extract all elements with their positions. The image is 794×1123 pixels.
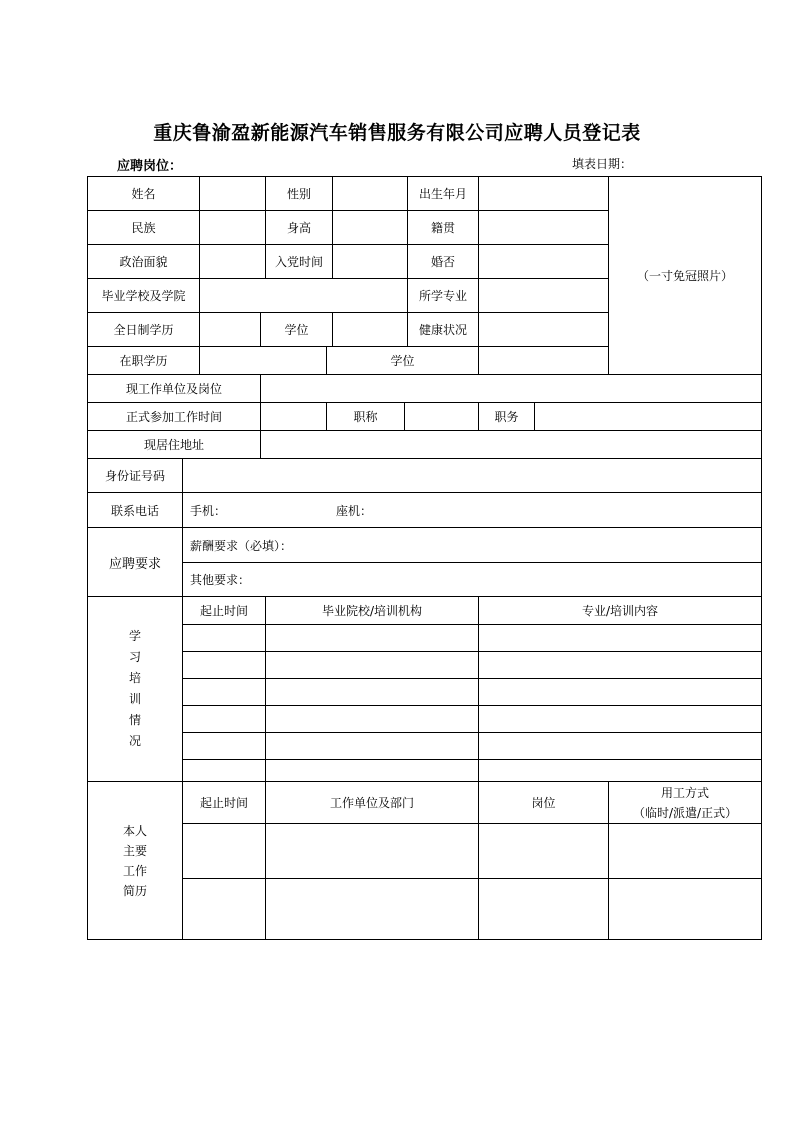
field-health[interactable]: [479, 313, 609, 347]
label-party-date: 入党时间: [266, 245, 333, 279]
header-resume-post: 岗位: [479, 782, 609, 824]
field-marital[interactable]: [479, 245, 609, 279]
edu-cell[interactable]: [479, 706, 762, 733]
label-contact: 联系电话: [88, 493, 183, 528]
label-start-work: 正式参加工作时间: [88, 403, 261, 431]
label-marital: 婚否: [408, 245, 479, 279]
label-birth: 出生年月: [408, 177, 479, 211]
edu-cell[interactable]: [266, 625, 479, 652]
resume-mode-line-1: 用工方式: [661, 785, 710, 800]
label-resume: [88, 782, 183, 940]
label-name: 姓名: [88, 177, 200, 211]
education-label-char: 培: [128, 671, 141, 685]
field-address[interactable]: [261, 431, 762, 459]
resume-cell[interactable]: [479, 879, 609, 940]
field-party-date[interactable]: [333, 245, 408, 279]
field-birth[interactable]: [479, 177, 609, 211]
photo-box: （一寸免冠照片）: [609, 177, 762, 375]
resume-cell[interactable]: [183, 879, 266, 940]
edu-cell[interactable]: [266, 706, 479, 733]
label-school: 毕业学校及学院: [88, 279, 200, 313]
resume-label-line: 主要: [122, 843, 147, 858]
label-requirements: 应聘要求: [88, 528, 183, 597]
education-label-char: 学: [128, 629, 141, 643]
field-native-place[interactable]: [479, 211, 609, 245]
field-major[interactable]: [479, 279, 609, 313]
header-resume-unit: 工作单位及部门: [266, 782, 479, 824]
resume-label-line: 本人: [122, 823, 147, 838]
field-duty[interactable]: [535, 403, 762, 431]
resume-cell[interactable]: [609, 879, 762, 940]
registration-form-table: [87, 176, 762, 940]
position-label: 应聘岗位：: [117, 159, 183, 174]
label-fulltime-edu: 全日制学历: [88, 313, 200, 347]
label-major: 所学专业: [408, 279, 479, 313]
field-ethnicity[interactable]: [200, 211, 266, 245]
edu-cell[interactable]: [479, 625, 762, 652]
resume-cell[interactable]: [266, 879, 479, 940]
field-gender[interactable]: [333, 177, 408, 211]
header-edu-school: 毕业院校/培训机构: [266, 597, 479, 625]
field-start-work[interactable]: [261, 403, 327, 431]
mobile-label: 手机：: [190, 503, 227, 518]
resume-label-line: 工作: [122, 863, 147, 878]
field-political[interactable]: [200, 245, 266, 279]
education-label-char: 习: [128, 650, 141, 664]
edu-cell[interactable]: [479, 652, 762, 679]
education-label-char: 况: [128, 734, 141, 748]
resume-mode-line-2: （临时/派遣/正式）: [632, 805, 738, 820]
label-title: 职称: [327, 403, 405, 431]
edu-cell[interactable]: [266, 760, 479, 782]
education-label-char: 训: [128, 692, 141, 706]
header-edu-period: 起止时间: [183, 597, 266, 625]
field-current-unit[interactable]: [261, 375, 762, 403]
label-native-place: 籍贯: [408, 211, 479, 245]
label-current-unit: 现工作单位及岗位: [88, 375, 261, 403]
resume-cell[interactable]: [183, 824, 266, 879]
field-inservice-edu[interactable]: [200, 347, 327, 375]
edu-cell[interactable]: [183, 706, 266, 733]
edu-cell[interactable]: [183, 652, 266, 679]
label-political: 政治面貌: [88, 245, 200, 279]
education-label-char: 情: [128, 713, 141, 727]
label-address: 现居住地址: [88, 431, 261, 459]
label-health: 健康状况: [408, 313, 479, 347]
edu-cell[interactable]: [479, 733, 762, 760]
edu-cell[interactable]: [266, 652, 479, 679]
edu-cell[interactable]: [266, 679, 479, 706]
label-ethnicity: 民族: [88, 211, 200, 245]
field-degree-2[interactable]: [479, 347, 609, 375]
field-salary[interactable]: 薪酬要求（必填）：: [183, 528, 762, 563]
label-id: 身份证号码: [88, 459, 183, 493]
field-school[interactable]: [200, 279, 408, 313]
field-id[interactable]: [183, 459, 762, 493]
resume-cell[interactable]: [609, 824, 762, 879]
edu-cell[interactable]: [479, 760, 762, 782]
header-resume-mode: [609, 782, 762, 824]
form-title: 重庆鲁渝盈新能源汽车销售服务有限公司应聘人员登记表: [153, 122, 641, 144]
label-degree: 学位: [261, 313, 333, 347]
header-resume-period: 起止时间: [183, 782, 266, 824]
resume-cell[interactable]: [266, 824, 479, 879]
header-edu-content: 专业/培训内容: [479, 597, 762, 625]
label-gender: 性别: [266, 177, 333, 211]
resume-label-line: 简历: [122, 883, 147, 898]
edu-cell[interactable]: [183, 679, 266, 706]
field-degree[interactable]: [333, 313, 408, 347]
landline-label: 座机：: [336, 503, 373, 518]
field-title[interactable]: [405, 403, 479, 431]
label-height: 身高: [266, 211, 333, 245]
edu-cell[interactable]: [479, 679, 762, 706]
edu-cell[interactable]: [183, 760, 266, 782]
label-inservice-edu: 在职学历: [88, 347, 200, 375]
field-height[interactable]: [333, 211, 408, 245]
field-name[interactable]: [200, 177, 266, 211]
resume-cell[interactable]: [479, 824, 609, 879]
label-degree-2: 学位: [327, 347, 479, 375]
edu-cell[interactable]: [266, 733, 479, 760]
field-fulltime-edu[interactable]: [200, 313, 261, 347]
edu-cell[interactable]: [183, 733, 266, 760]
date-label: 填表日期：: [572, 157, 633, 171]
edu-cell[interactable]: [183, 625, 266, 652]
field-contact[interactable]: [183, 493, 762, 528]
label-education: [88, 597, 183, 782]
field-other-requirements[interactable]: 其他要求：: [183, 563, 762, 597]
label-duty: 职务: [479, 403, 535, 431]
